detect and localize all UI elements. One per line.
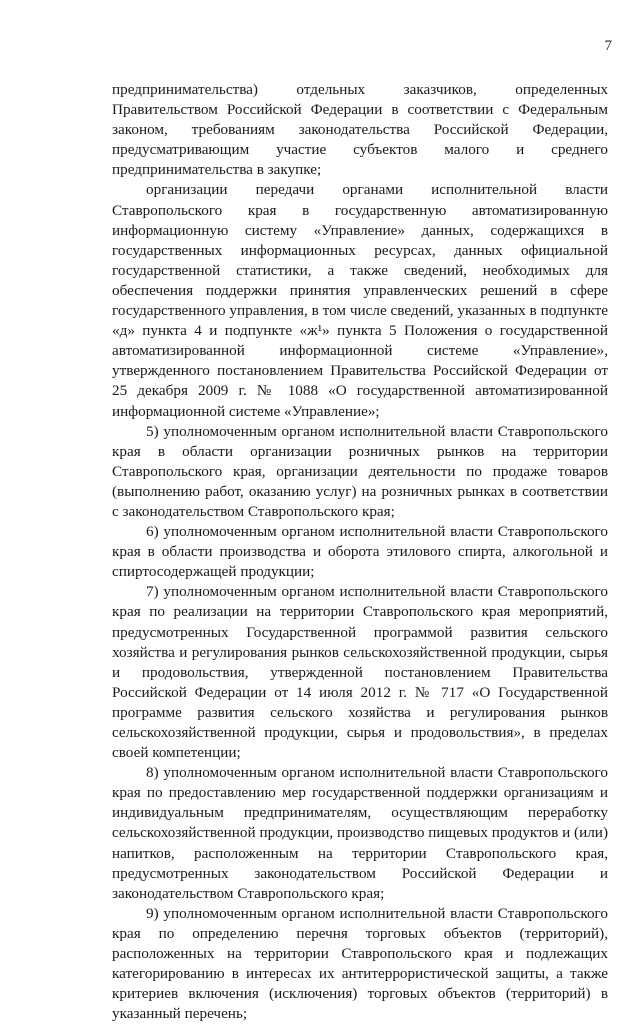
paragraph-continuation: предпринимательства) отдельных заказчиков, определенных Правительством Российской Федерации в соответствии с Федеральным законом, требованиям законодательства Российской Федерации, предусматривающим участие субъектов малого и среднего предпринимательства в закупке; — [112, 81, 608, 179]
page-number: 7 — [604, 38, 612, 54]
document-body — [112, 80, 608, 1024]
paragraph-item-7: 7) уполномоченным органом исполнительной власти Ставропольского края по реализации на территории Ставропольского края мероприятий, предусмотренных Государственной программой развития сельского хозяйства и регулирования рынков сельскохозяйственной продукции, сырья и продовольствия, утвержденной постановлением Правительства Российской Федерации от 14 июля 2012 г. № 717 «О Государственной программе развития сельского хозяйства и регулирования рынков сельскохозяйственной продукции, сырья и продовольствия», в пределах своей компетенции; — [112, 583, 608, 762]
paragraph-data-transfer: организации передачи органами исполнительной власти Ставропольского края в государственную автоматизированную информационную систему «Управление» данных, содержащихся в государственных информационных ресурсах, данных официальной государственной статистики, а также сведений, необходимых для обеспечения поддержки принятия управленческих решений в сфере государственного управления, в том числе сведений, указанных в подпункте «д» пункта 4 и подпункте «ж¹» пункта 5 Положения о государственной автоматизированной информационной системе «Управление», утвержденного постановлением Правительства Российской Федерации от 25 декабря 2009 г. № 1088 «О государственной автоматизированной информационной системе «Управление»; — [112, 181, 608, 420]
paragraph-item-5: 5) уполномоченным органом исполнительной власти Ставропольского края в области организации розничных рынков на территории Ставропольского края, организации деятельности по продаже товаров (выполнению работ, оказанию услуг) на розничных рынках в соответствии с законодательством Ставропольского края; — [112, 422, 608, 520]
paragraph-item-8: 8) уполномоченным органом исполнительной власти Ставропольского края по предоставлению мер государственной поддержки организациям и индивидуальным предпринимателям, осуществляющим переработку сельскохозяйственной продукции, производство пищевых продуктов и (или) напитков, расположенным на территории Ставропольского края, предусмотренных законодательством Российской Федерации и законодательством Ставропольского края; — [112, 764, 608, 902]
paragraph-item-6: 6) уполномоченным органом исполнительной власти Ставропольского края в области производства и оборота этилового спирта, алкогольной и спиртосодержащей продукции; — [112, 523, 608, 581]
paragraph-item-9: 9) уполномоченным органом исполнительной власти Ставропольского края по определению перечня торговых объектов (территорий), расположенных на территории Ставропольского края и подлежащих категорированию в интересах их антитеррористической защиты, а также критериев включения (исключения) торговых объектов (территорий) в указанный перечень; — [112, 904, 608, 1023]
